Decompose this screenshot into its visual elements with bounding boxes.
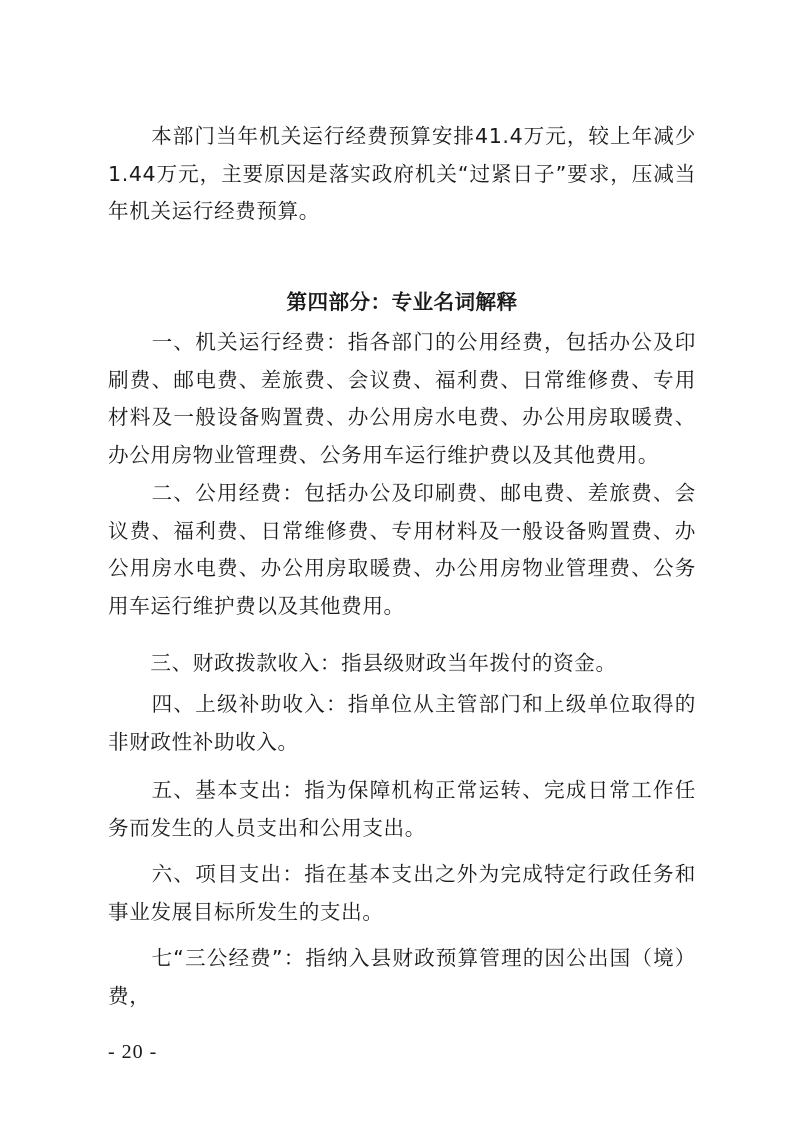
term-definition-3: 三、财政拨款收入：指县级财政当年拨付的资金。 <box>108 651 617 675</box>
section-heading: 第四部分：专业名词解释 <box>286 290 518 314</box>
term-definition-6: 六、项目支出：指在基本支出之外为完成特定行政任务和事业发展目标所发生的支出。 <box>108 862 696 924</box>
term-definition-2: 二、公用经费：包括办公及印刷费、邮电费、差旅费、会议费、福利费、日常维修费、专用材料及一般设备购置费、办公用房水电费、办公用房取暖费、办公用房物业管理费、公务用车运行维护费以及其他费用。 <box>108 481 696 618</box>
budget-summary-paragraph: 本部门当年机关运行经费预算安排41.4万元，较上年减少1.44万元，主要原因是落实政府机关“过紧日子”要求，压减当年机关运行经费预算。 <box>108 124 696 223</box>
term-definition-5: 五、基本支出：指为保障机构正常运转、完成日常工作任务而发生的人员支出和公用支出。 <box>108 778 696 840</box>
term-definition-4: 四、上级补助收入：指单位从主管部门和上级单位取得的非财政性补助收入。 <box>108 692 696 754</box>
page-number: - 20 - <box>108 1041 158 1063</box>
term-definition-1: 一、机关运行经费：指各部门的公用经费，包括办公及印刷费、邮电费、差旅费、会议费、福利费、日常维修费、专用材料及一般设备购置费、办公用房水电费、办公用房取暖费、办公用房物业管理费、公务用车运行维护费以及其他费用。 <box>108 330 696 467</box>
term-definition-7: 七“三公经费”：指纳入县财政预算管理的因公出国（境）费， <box>108 946 696 1008</box>
